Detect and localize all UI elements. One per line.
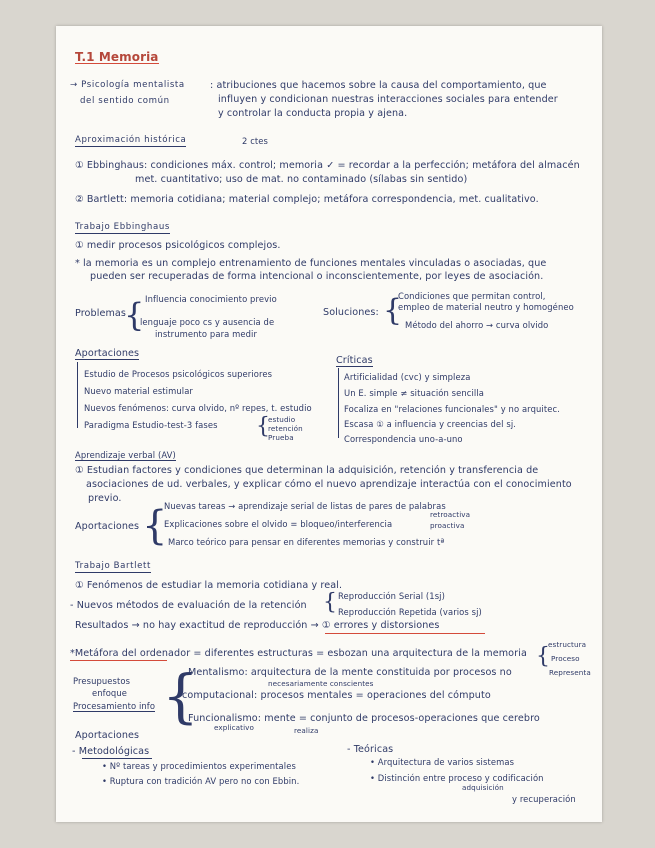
bartlett-point-1: ① Fenómenos de estudiar la memoria cotidiana y real. xyxy=(75,580,343,591)
ebb-aportacion-4: Paradigma Estudio-test-3 fases xyxy=(84,420,218,430)
fases-brace: { xyxy=(256,414,270,439)
resultados-underline xyxy=(325,633,485,634)
section-heading-av: Aprendizaje verbal (AV) xyxy=(75,450,176,460)
av-aportaciones-label: Aportaciones xyxy=(75,521,140,532)
teorica-1: • Arquitectura de varios sistemas xyxy=(370,757,515,767)
fase-estudio: estudio xyxy=(268,415,296,424)
criticas-heading: Críticas xyxy=(336,355,373,366)
funcionalismo-explicativo: explicativo xyxy=(214,723,255,732)
metodologica-1: • Nº tareas y procedimientos experimentales xyxy=(102,761,296,771)
ebb-aportacion-2: Nuevo material estimular xyxy=(84,386,193,396)
av-line-3: previo. xyxy=(88,493,122,504)
solucion-2: empleo de material neutro y homogéneo xyxy=(398,302,574,312)
critica-3: Focaliza en "relaciones funcionales" y no arquitec. xyxy=(344,404,560,414)
mentalismo-sub: necesariamente conscientes xyxy=(268,679,374,688)
funcionalismo-line: Funcionalismo: mente = conjunto de procesos-operaciones que cerebro xyxy=(188,713,540,724)
criticas-bracket xyxy=(338,368,339,438)
av-aportacion-1: Nuevas tareas → aprendizaje serial de listas de pares de palabras xyxy=(164,501,446,511)
problemas-label: Problemas xyxy=(75,308,126,319)
ebb-aportaciones-heading: Aportaciones xyxy=(75,348,140,359)
critica-5: Correspondencia uno-a-uno xyxy=(344,434,463,444)
av-aportacion-2: Explicaciones sobre el olvido = bloqueo/interferencia xyxy=(164,519,393,529)
problemas-brace: { xyxy=(124,296,145,334)
bartlett-line: ② Bartlett: memoria cotidiana; material complejo; metáfora correspondencia, met. cualitativo. xyxy=(75,194,539,205)
problema-3: instrumento para medir xyxy=(155,329,258,339)
ebb-point-2: * la memoria es un complejo entrenamiento de funciones mentales vinculadas o asociadas, que xyxy=(75,258,547,269)
presupuestos-label: Presupuestos xyxy=(73,676,131,686)
section-heading-historica: Aproximación histórica xyxy=(75,135,187,145)
av-proactiva: proactiva xyxy=(430,521,465,530)
metodologica-2: • Ruptura con tradición AV pero no con Ebbin. xyxy=(102,776,300,786)
mentalismo-line: Mentalismo: arquitectura de la mente constituida por procesos no xyxy=(188,667,512,678)
av-line-1: ① Estudian factores y condiciones que determinan la adquisición, retención y transferencia de xyxy=(75,465,539,476)
reproduccion-repetida: Reproducción Repetida (varios sj) xyxy=(338,607,482,617)
teoricas-label: - Teóricas xyxy=(347,744,394,755)
problema-1: Influencia conocimiento previo xyxy=(145,294,277,304)
intro-line-1: : atribuciones que hacemos sobre la causa del comportamiento, que xyxy=(210,80,547,91)
metafora-underline xyxy=(70,660,167,661)
presupuestos-brace: { xyxy=(162,662,199,730)
historica-note: 2 ctes xyxy=(242,136,268,146)
ebbinghaus-line-1: ① Ebbinghaus: condiciones máx. control; memoria ✓ = recordar a la perfección; metáfora del almacén xyxy=(75,160,580,171)
av-retroactiva: retroactiva xyxy=(430,510,471,519)
metafora-estructura: estructura xyxy=(548,640,587,649)
ebb-aportacion-3: Nuevos fenómenos: curva olvido, nº repes, t. estudio xyxy=(84,403,312,413)
ebb-aportaciones-bracket xyxy=(77,362,78,428)
solucion-1: Condiciones que permitan control, xyxy=(398,291,546,301)
computacional-line: computacional: procesos mentales = operaciones del cómputo xyxy=(182,690,491,701)
metodologicas-label: - Metodológicas xyxy=(72,746,150,757)
critica-2: Un E. simple ≠ situación sencilla xyxy=(344,388,484,398)
procesamiento-info-label: Procesamiento info xyxy=(73,701,156,711)
av-line-2: asociaciones de ud. verbales, y explicar cómo el nuevo aprendizaje interactúa con el conocimiento xyxy=(86,479,572,490)
metafora-brace: { xyxy=(536,644,550,669)
bartlett-resultados: Resultados → no hay exactitud de reproducción → ① errores y distorsiones xyxy=(75,620,440,631)
bartlett-point-2: - Nuevos métodos de evaluación de la retención xyxy=(70,600,307,611)
intro-line-3: y controlar la conducta propia y ajena. xyxy=(218,108,408,119)
ebb-aportacion-1: Estudio de Procesos psicológicos superiores xyxy=(84,369,273,379)
ebb-point-1: ① medir procesos psicológicos complejos. xyxy=(75,240,281,251)
section-heading-bartlett: Trabajo Bartlett xyxy=(75,561,151,571)
av-aportaciones-brace: { xyxy=(142,503,168,549)
intro-term-2: del sentido común xyxy=(80,96,170,106)
intro-line-2: influyen y condicionan nuestras interacciones sociales para entender xyxy=(218,94,558,105)
teorica-2: • Distinción entre proceso y codificación xyxy=(370,773,544,783)
final-aportaciones-heading: Aportaciones xyxy=(75,730,140,741)
metafora-representa: Representa xyxy=(549,668,591,677)
section-heading-ebbinghaus: Trabajo Ebbinghaus xyxy=(75,222,170,232)
fase-prueba: Prueba xyxy=(268,433,294,442)
page-title: T.1 Memoria xyxy=(75,50,159,64)
critica-1: Artificialidad (cvc) y simpleza xyxy=(344,372,471,382)
teorica-2-recuperacion: y recuperación xyxy=(512,794,576,804)
av-aportacion-3: Marco teórico para pensar en diferentes memorias y construir tª xyxy=(168,537,445,547)
solucion-3: Método del ahorro → curva olvido xyxy=(405,320,549,330)
critica-4: Escasa ① a influencia y creencias del sj. xyxy=(344,419,517,429)
metodologicas-underline xyxy=(82,758,152,759)
ebbinghaus-line-2: met. cuantitativo; uso de mat. no contaminado (sílabas sin sentido) xyxy=(135,174,468,185)
soluciones-label: Soluciones: xyxy=(323,307,379,318)
soluciones-brace: { xyxy=(383,293,403,328)
funcionalismo-realiza: realiza xyxy=(294,726,319,735)
enfoque-label: enfoque xyxy=(92,688,128,698)
teorica-2-adquisicion: adquisición xyxy=(462,783,504,792)
reproduccion-serial: Reproducción Serial (1sj) xyxy=(338,591,445,601)
problema-2: lenguaje poco cs y ausencia de xyxy=(140,317,275,327)
intro-term-1: → Psicología mentalista xyxy=(70,80,185,90)
fase-retencion: retención xyxy=(268,424,303,433)
metafora-proceso: Proceso xyxy=(551,654,580,663)
reproduccion-brace: { xyxy=(323,590,337,615)
ebb-point-3: pueden ser recuperadas de forma intencional o inconscientemente, por leyes de asociación. xyxy=(90,271,544,282)
metafora-line: *Metáfora del ordenador = diferentes estructuras = esbozan una arquitectura de la memoria xyxy=(70,648,527,659)
